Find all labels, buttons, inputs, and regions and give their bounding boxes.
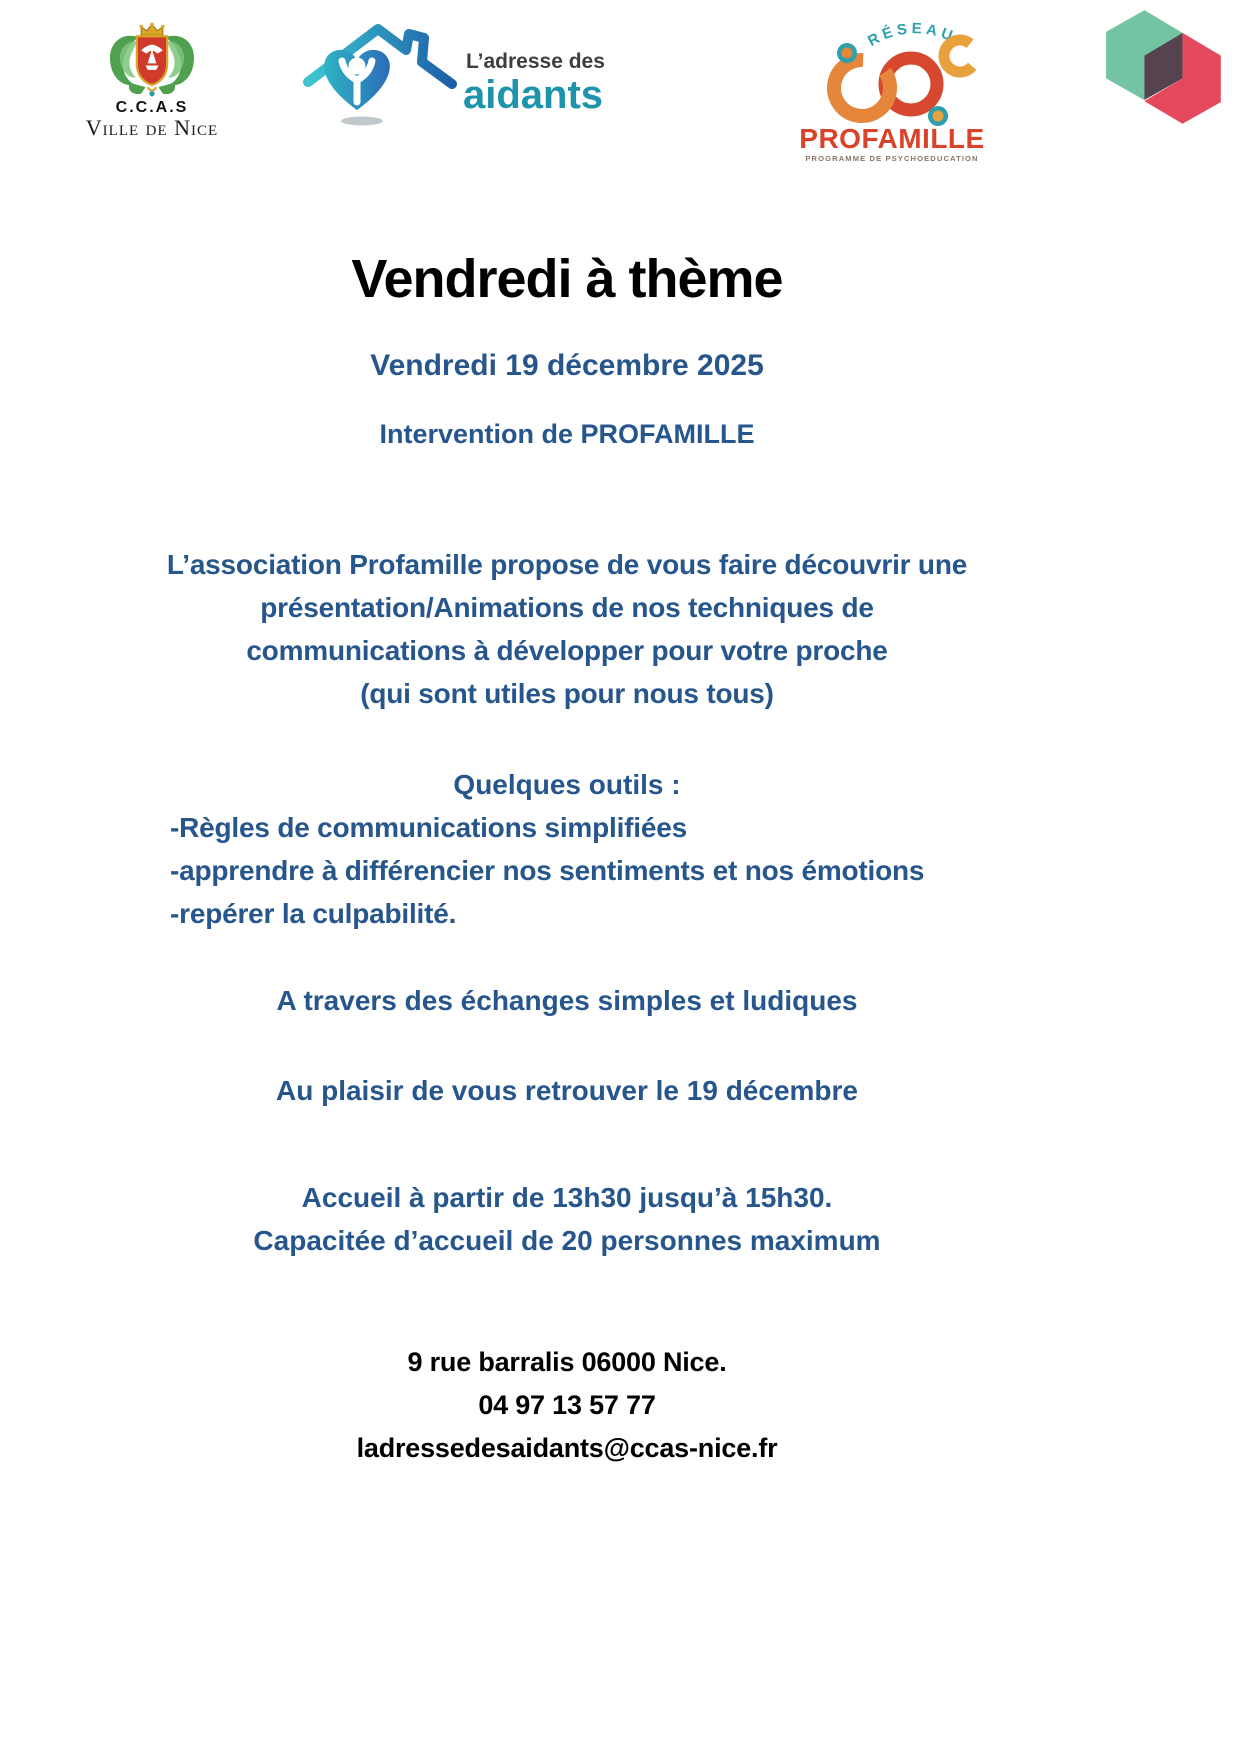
schedule-line: Capacitée d’accueil de 20 personnes maximum [253, 1225, 881, 1256]
tools-list [160, 806, 984, 935]
schedule-line: Accueil à partir de 13h30 jusqu’à 15h30. [301, 1182, 833, 1213]
exchanges-line: A travers des échanges simples et ludiques [276, 985, 858, 1016]
tools-item: -Règles de communications simplifiées [170, 812, 687, 843]
ccas-coat-of-arms-icon [97, 20, 207, 98]
ccas-sigle-label: C.C.A.S [115, 99, 189, 116]
aidants-line1-label: L’adresse des [466, 50, 605, 73]
intro-line: L’association Profamille propose de vous faire découvrir une [166, 549, 968, 580]
cube-logo [1103, 8, 1227, 128]
contact-phone: 04 97 13 57 77 [478, 1390, 656, 1420]
tools-heading: Quelques outils : [453, 769, 681, 800]
aidants-line2-label: aidants [463, 73, 604, 117]
profamille-tagline-label: PROGRAMME DE PSYCHOEDUCATION [805, 154, 979, 163]
contact-address: 9 rue barralis 06000 Nice. [407, 1347, 727, 1377]
intro-line: présentation/Animations de nos techniques de [260, 592, 874, 623]
schedule-block [160, 1176, 974, 1262]
ccas-nice-logo [52, 20, 252, 141]
tools-item: -apprendre à différencier nos sentiments et nos émotions [170, 855, 925, 886]
intro-paragraph [160, 543, 974, 715]
page-title: Vendredi à thème [351, 249, 783, 309]
contact-block [160, 1341, 974, 1470]
aidants-house-heart-icon [300, 14, 620, 130]
closing-line: Au plaisir de vous retrouver le 19 décembre [275, 1075, 858, 1106]
intro-line: communications à développer pour votre proche [246, 635, 888, 666]
intro-line: (qui sont utiles pour nous tous) [360, 678, 774, 709]
profamille-rings-icon [788, 4, 998, 166]
intervention-line: Intervention de PROFAMILLE [379, 419, 755, 449]
event-date: Vendredi 19 décembre 2025 [370, 349, 764, 382]
ccas-ville-label: Ville de Nice [85, 115, 219, 140]
adresse-des-aidants-logo [300, 14, 620, 130]
tools-item: -repérer la culpabilité. [170, 898, 457, 929]
profamille-logo [788, 4, 998, 166]
cube-icon [1103, 8, 1227, 128]
profamille-name-label: PROFAMILLE [799, 123, 985, 154]
profamille-arc-label: RÉSEAU [865, 20, 959, 50]
contact-email: ladressedesaidants@ccas-nice.fr [356, 1433, 778, 1463]
